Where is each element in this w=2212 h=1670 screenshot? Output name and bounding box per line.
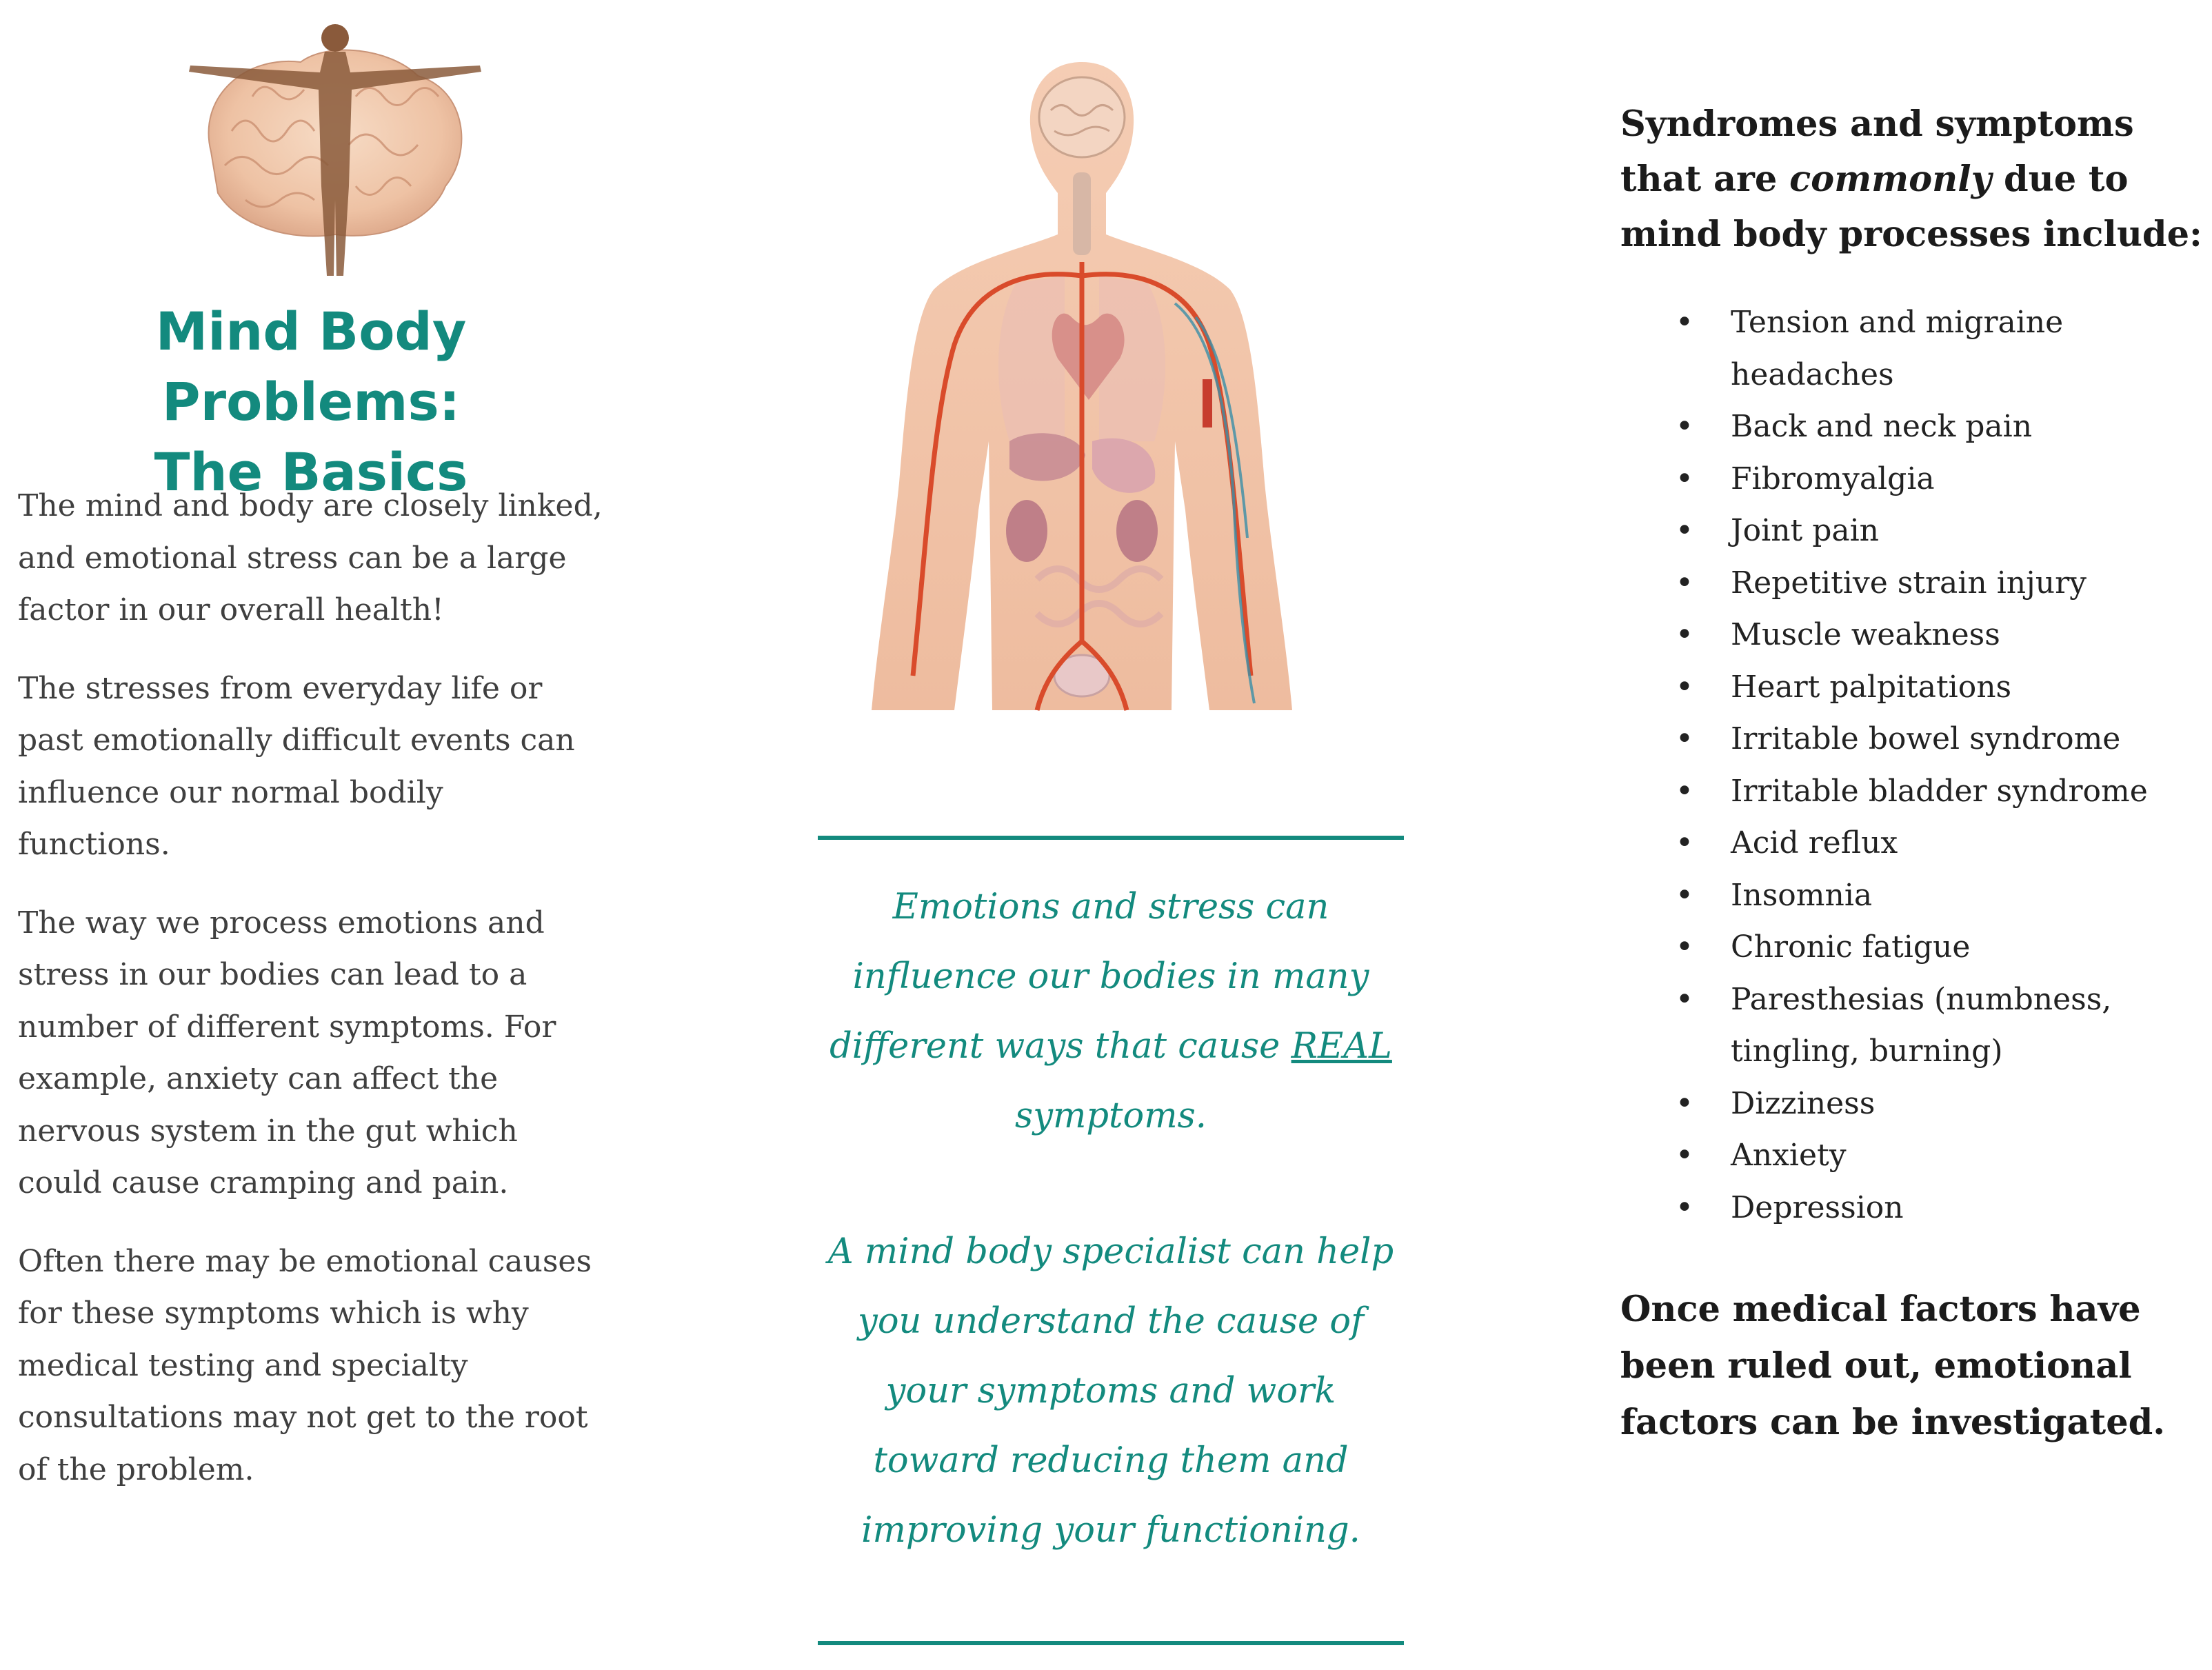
list-item-text: Fibromyalgia <box>1731 461 1935 496</box>
human-anatomy-illustration <box>851 55 1313 717</box>
bullet-icon: • <box>1676 877 1693 913</box>
paragraph: Often there may be emotional causes for these symptoms which is why medical testing and specialty consultations may not get to the root of the problem. <box>18 1243 592 1487</box>
bullet-icon: • <box>1676 1138 1693 1173</box>
list-item <box>1676 817 2212 869</box>
list-item-text: Anxiety <box>1731 1138 1847 1173</box>
list-item-text: Irritable bowel syndrome <box>1731 721 2121 756</box>
bullet-icon: • <box>1676 825 1693 861</box>
list-item-text: Dizziness <box>1731 1085 1876 1121</box>
list-item <box>1676 1078 2212 1130</box>
brain-figure-illustration <box>183 14 487 290</box>
intro-text-end: due to mind body processes include: <box>1620 159 2202 255</box>
list-item <box>1676 609 2212 661</box>
bullet-icon: • <box>1676 1085 1693 1121</box>
callout-emotions <box>818 872 1404 1151</box>
bullet-icon: • <box>1676 305 1693 340</box>
bullet-icon: • <box>1676 617 1693 652</box>
divider-bottom <box>818 1641 1404 1645</box>
intro-text: Syndromes and symptoms that are <box>1620 103 2134 200</box>
list-item-text: Heart palpitations <box>1731 669 2012 705</box>
list-item <box>1676 765 2212 818</box>
title-line-2: The Basics <box>154 441 468 503</box>
list-item <box>1676 453 2212 505</box>
list-item <box>1676 505 2212 557</box>
bullet-icon: • <box>1676 461 1693 496</box>
list-item <box>1676 401 2212 453</box>
callout-text-end: symptoms. <box>1015 1096 1207 1136</box>
callout-text: A mind body specialist can help you understand the cause of your symptoms and work toward reducing them and improving your functioning. <box>827 1231 1394 1551</box>
list-item-text: Paresthesias (numbness, tingling, burning) <box>1731 981 2112 1069</box>
list-item <box>1676 921 2212 974</box>
list-item-text: Acid reflux <box>1731 825 1898 861</box>
paragraph: The stresses from everyday life or past emotionally difficult events can influence our normal bodily functions. <box>18 670 575 862</box>
bullet-icon: • <box>1676 981 1693 1017</box>
bullet-icon: • <box>1676 773 1693 809</box>
list-item <box>1676 974 2212 1078</box>
title-line-1: Mind Body Problems: <box>155 301 467 432</box>
list-item-text: Tension and migraine headaches <box>1731 305 2064 392</box>
bullet-icon: • <box>1676 409 1693 444</box>
list-item-text: Back and neck pain <box>1731 409 2033 444</box>
bullet-icon: • <box>1676 669 1693 705</box>
bullet-icon: • <box>1676 929 1693 965</box>
list-item-text: Irritable bladder syndrome <box>1731 773 2148 809</box>
list-item <box>1676 661 2212 714</box>
callout-emphasis: REAL <box>1291 1026 1392 1067</box>
list-item <box>1676 869 2212 922</box>
list-item-text: Depression <box>1731 1189 1904 1225</box>
bullet-icon: • <box>1676 1189 1693 1225</box>
closing-statement: Once medical factors have been ruled out, emotional factors can be investigated. <box>1620 1289 2166 1443</box>
list-item-text: Chronic fatigue <box>1731 929 1971 965</box>
bullet-icon: • <box>1676 565 1693 601</box>
list-item-text: Repetitive strain injury <box>1731 565 2087 601</box>
list-item <box>1676 713 2212 765</box>
list-item <box>1676 1129 2212 1182</box>
paragraph: The mind and body are closely linked, and emotional stress can be a large factor in our overall health! <box>18 488 603 627</box>
symptom-list <box>1676 296 2212 1234</box>
callout-specialist <box>818 1217 1404 1565</box>
list-item-text: Muscle weakness <box>1731 617 2000 652</box>
list-item <box>1676 557 2212 610</box>
intro-text <box>18 480 604 1522</box>
list-item <box>1676 296 2212 401</box>
callout-text: Emotions and stress can influence our bodies in many different ways that cause <box>830 887 1369 1067</box>
list-item-text: Joint pain <box>1731 513 1880 548</box>
page-title <box>18 296 604 507</box>
list-item <box>1676 1182 2212 1234</box>
intro-emphasis: commonly <box>1789 159 1992 200</box>
paragraph: The way we process emotions and stress in our bodies can lead to a number of different symptoms. For example, anxiety can affect the nervous system in the gut which could cause cramping and pain. <box>18 905 556 1200</box>
list-item-text: Insomnia <box>1731 877 1873 913</box>
divider-top <box>818 836 1404 840</box>
symptoms-intro <box>1620 97 2212 262</box>
bullet-icon: • <box>1676 721 1693 756</box>
bullet-icon: • <box>1676 513 1693 548</box>
